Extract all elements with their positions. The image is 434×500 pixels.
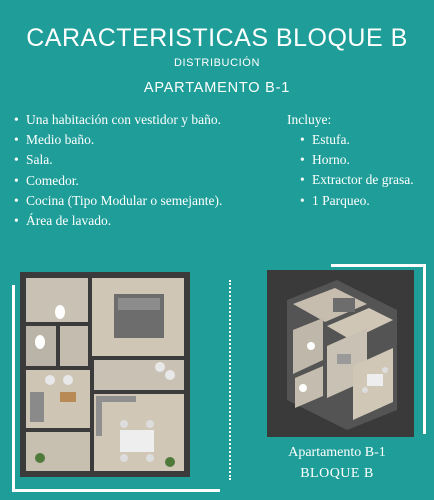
apartment-title: APARTAMENTO B-1	[143, 80, 291, 96]
include-item: • 1 Parqueo.	[300, 191, 414, 211]
page-title: CARACTERISTICAS BLOQUE B	[26, 24, 408, 52]
section-subtitle: DISTRIBUCIÓN	[173, 57, 261, 69]
features-list	[14, 110, 222, 231]
include-item: • Estufa.	[300, 130, 414, 150]
floor-plan-3d-view	[267, 270, 414, 437]
feature-item: • Sala.	[14, 150, 222, 170]
feature-item: • Área de lavado.	[14, 211, 222, 231]
caption-apartment: Apartamento B-1	[288, 445, 386, 460]
floor-plan-top-view	[20, 272, 190, 477]
feature-item: • Cocina (Tipo Modular o semejante).	[14, 191, 222, 211]
include-item: • Horno.	[300, 150, 414, 170]
includes-list	[300, 130, 414, 211]
feature-item: • Medio baño.	[14, 130, 222, 150]
dotted-divider	[229, 280, 231, 480]
feature-item: • Comedor.	[14, 171, 222, 191]
caption-block: BLOQUE B	[300, 466, 374, 481]
include-item: • Extractor de grasa.	[300, 170, 414, 190]
feature-item: • Una habitación con vestidor y baño.	[14, 110, 222, 130]
includes-heading: Incluye:	[287, 112, 332, 127]
